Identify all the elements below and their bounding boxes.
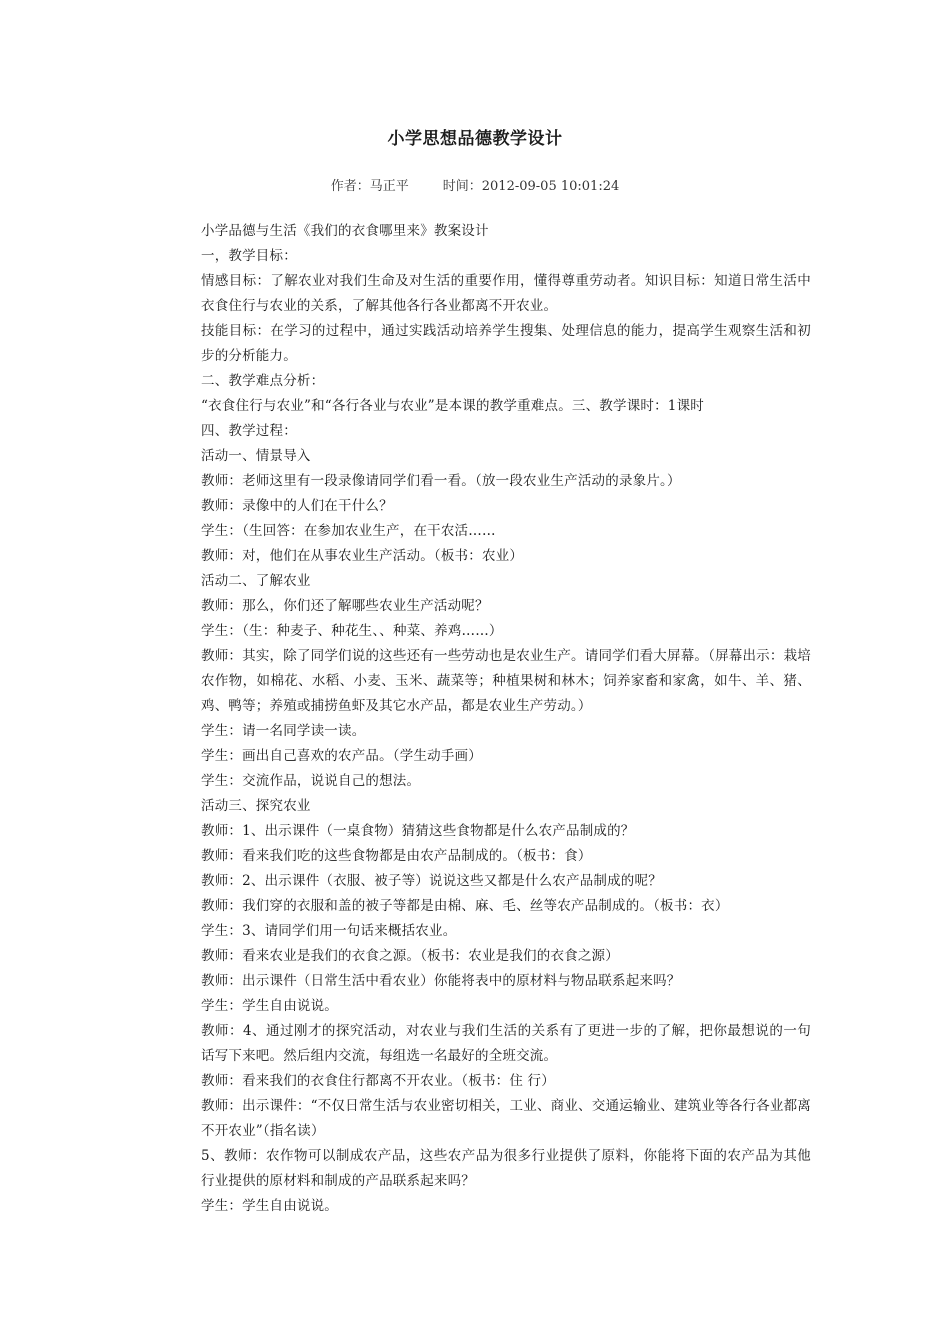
paragraph: 教师：看来我们吃的这些食物都是由农产品制成的。（板书：食） [201,848,592,864]
paragraph: 情感目标：了解农业对我们生命及对生活的重要作用，懂得尊重劳动者。知识目标：知道日常生活中衣食住行与农业的关系，了解其他各行各业都离不开农业。 [201,273,811,314]
paragraph: 学生：学生自由说说。 [201,1198,338,1214]
paragraph: 学生：画出自己喜欢的农产品。（学生动手画） [201,748,482,764]
paragraph: 二、教学难点分析： [201,373,325,389]
paragraph: 学生：请一名同学读一读。 [201,723,366,739]
document-body [201,219,811,1219]
paragraph: 教师：我们穿的衣服和盖的被子等都是由棉、麻、毛、丝等农产品制成的。（板书：衣） [201,898,729,914]
paragraph: 学生：3、请同学们用一句话来概括农业。 [201,923,457,939]
paragraph: 教师：出示课件（日常生活中看农业）你能将表中的原材料与物品联系起来吗？ [201,973,681,989]
paragraph: 教师：看来我们的衣食住行都离不开农业。（板书：住 行） [201,1073,555,1089]
paragraph: 教师：老师这里有一段录像请同学们看一看。（放一段农业生产活动的录象片。） [201,473,681,489]
document-meta [0,175,950,194]
paragraph: 教师：出示课件：“不仅日常生活与农业密切相关，工业、商业、交通运输业、建筑业等各行各业都离不开农业”（指名读） [201,1098,811,1139]
document-title: 小学思想品德教学设计 [387,129,563,149]
paragraph: 技能目标：在学习的过程中，通过实践活动培养学生搜集、处理信息的能力，提高学生观察生活和初步的分析能力。 [201,323,811,364]
paragraph: 学生：交流作品，说说自己的想法。 [201,773,421,789]
paragraph: 活动一、情景导入 [201,448,311,464]
paragraph: 学生：（生：种麦子、种花生、、种菜、养鸡……） [201,623,503,639]
paragraph: 教师：看来农业是我们的衣食之源。（板书：农业是我们的衣食之源） [201,948,619,964]
paragraph: 教师：2、出示课件（衣服、被子等）说说这些又都是什么农产品制成的呢？ [201,873,662,889]
paragraph: “衣食住行与农业”和“各行各业与农业”是本课的教学重难点。三、教学课时：1课时 [201,398,704,414]
paragraph: 学生：学生自由说说。 [201,998,338,1014]
paragraph: 四、教学过程： [201,423,297,439]
paragraph: 活动三、探究农业 [201,798,311,814]
paragraph: 教师：对，他们在从事农业生产活动。（板书：农业） [201,548,524,564]
paragraph: 教师：录像中的人们在干什么？ [201,498,393,514]
paragraph: 学生：（生回答：在参加农业生产，在干农活…… [201,523,496,539]
paragraph: 教师：4、通过刚才的探究活动，对农业与我们生活的关系有了更进一步的了解，把你最想说的一句话写下来吧。然后组内交流，每组选一名最好的全班交流。 [201,1023,811,1064]
time-label: 时间：2012-09-05 10:01:24 [442,179,620,194]
paragraph: 教师：1、出示课件（一桌食物）猜猜这些食物都是什么农产品制成的？ [201,823,635,839]
paragraph: 5、教师：农作物可以制成农产品，这些农产品为很多行业提供了原料，你能将下面的农产品为其他行业提供的原材料和制成的产品联系起来吗？ [201,1148,811,1189]
author-label: 作者：马正平 [330,179,409,194]
paragraph: 活动二、了解农业 [201,573,311,589]
paragraph: 教师：其实，除了同学们说的这些还有一些劳动也是农业生产。请同学们看大屏幕。（屏幕出示：栽培农作物，如棉花、水稻、小麦、玉米、蔬菜等；种植果树和林木；饲养家畜和家禽，如牛、羊、猪、鸡、鸭等；养殖或捕捞鱼虾及其它水产品，都是农业生产劳动。） [201,648,811,714]
paragraph: 一，教学目标： [201,248,297,264]
paragraph: 小学品德与生活《我们的衣食哪里来》教案设计 [201,223,489,239]
paragraph: 教师：那么，你们还了解哪些农业生产活动呢？ [201,598,489,614]
